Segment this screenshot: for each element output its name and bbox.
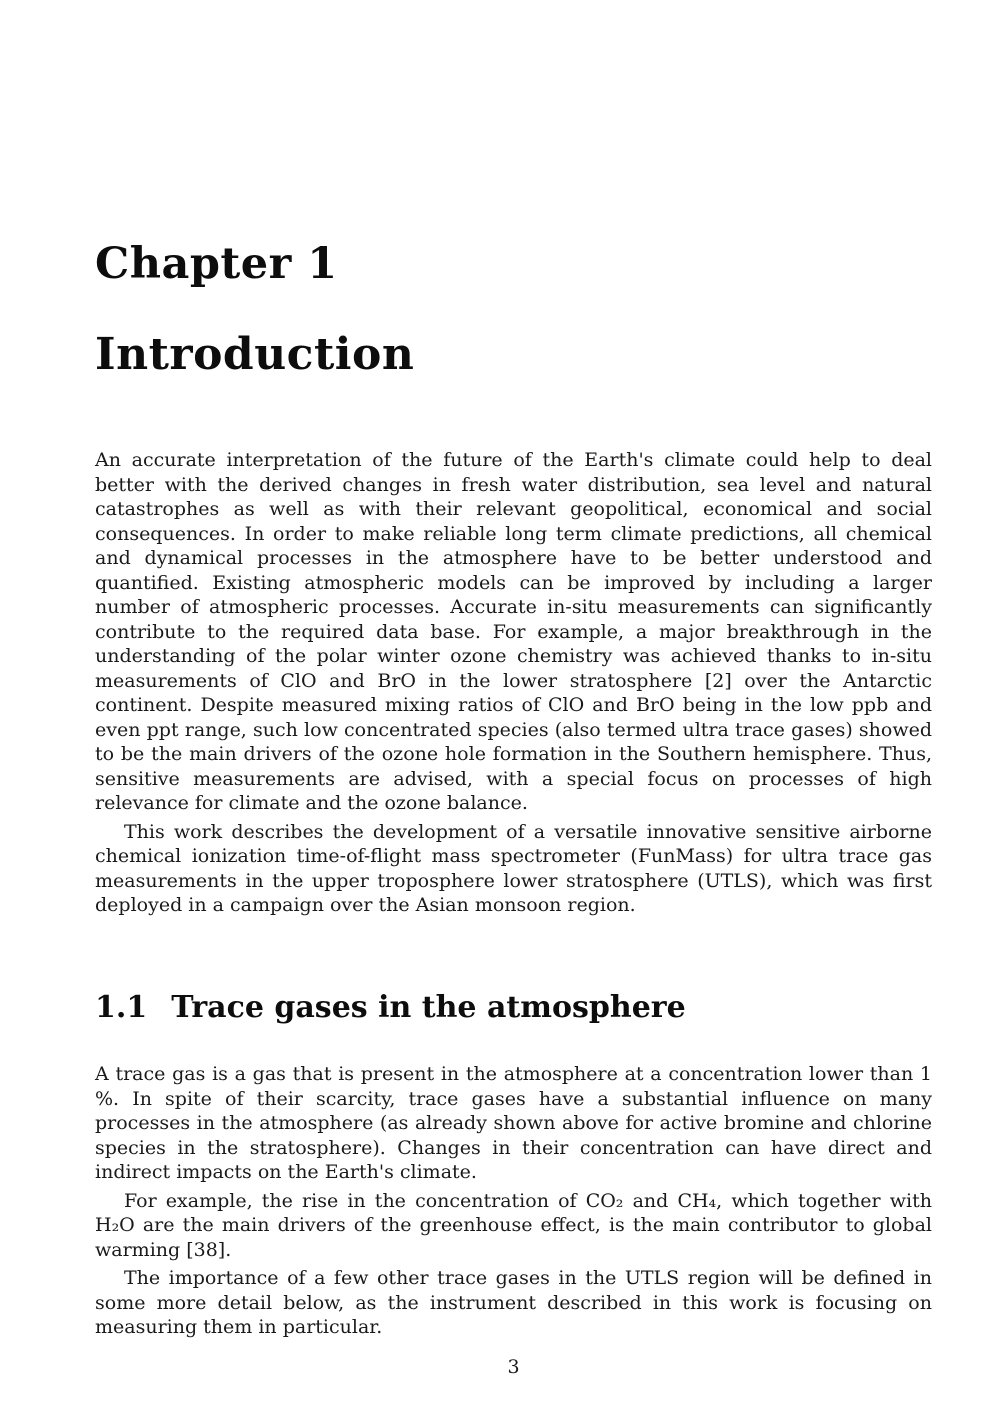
paragraph-section-2: For example, the rise in the concentration of CO₂ and CH₄, which together with H₂O are the main drivers of the greenhouse effect, is the main contributor to global warming [38]. [95,1189,932,1261]
chapter-label: Chapter 1 [95,239,338,289]
page-number: 3 [507,1356,520,1378]
section-number: 1.1 [95,989,148,1025]
section-heading [95,991,932,1026]
paragraph-intro-1: An accurate interpretation of the future of the Earth's climate could help to deal better with the derived changes in fresh water distribution, sea level and natural catastrophes as well as with their relevant geopolitical, economical and social consequences. In order to make reliable long term climate predictions, all chemical and dynamical processes in the atmosphere have to be better understood and quantified. Existing atmospheric models can be improved by including a larger number of atmospheric processes. Accurate in-situ measurements can significantly contribute to the required data base. For example, a major breakthrough in the understanding of the polar winter ozone chemistry was achieved thanks to in-situ measurements of ClO and BrO in the lower stratosphere [2] over the Antarctic continent. Despite measured mixing ratios of ClO and BrO being in the low ppb and even ppt range, such low concentrated species (also termed ultra trace gases) showed to be the main drivers of the ozone hole formation in the Southern hemisphere. Thus, sensitive measurements are advised, with a special focus on processes of high relevance for climate and the ozone balance. [95,449,932,814]
section-title: Trace gases in the atmosphere [171,989,686,1025]
chapter-title: Introduction [95,329,415,380]
text-column [95,239,932,1340]
paragraph-section-1: A trace gas is a gas that is present in the atmosphere at a concentration lower than 1 %. In spite of their scarcity, trace gases have a substantial influence on many processes in the atmosphere (as already shown above for active bromine and chlorine species in the stratosphere). Changes in their concentration can have direct and indirect impacts on the Earth's climate. [95,1063,932,1183]
paragraph-intro-2: This work describes the development of a versatile innovative sensitive airborne chemical ionization time-of-flight mass spectrometer (FunMass) for ultra trace gas measurements in the upper troposphere lower stratosphere (UTLS), which was first deployed in a campaign over the Asian monsoon region. [95,820,932,916]
paragraph-section-3: The importance of a few other trace gases in the UTLS region will be defined in some more detail below, as the instrument described in this work is focusing on measuring them in particular. [95,1267,932,1338]
